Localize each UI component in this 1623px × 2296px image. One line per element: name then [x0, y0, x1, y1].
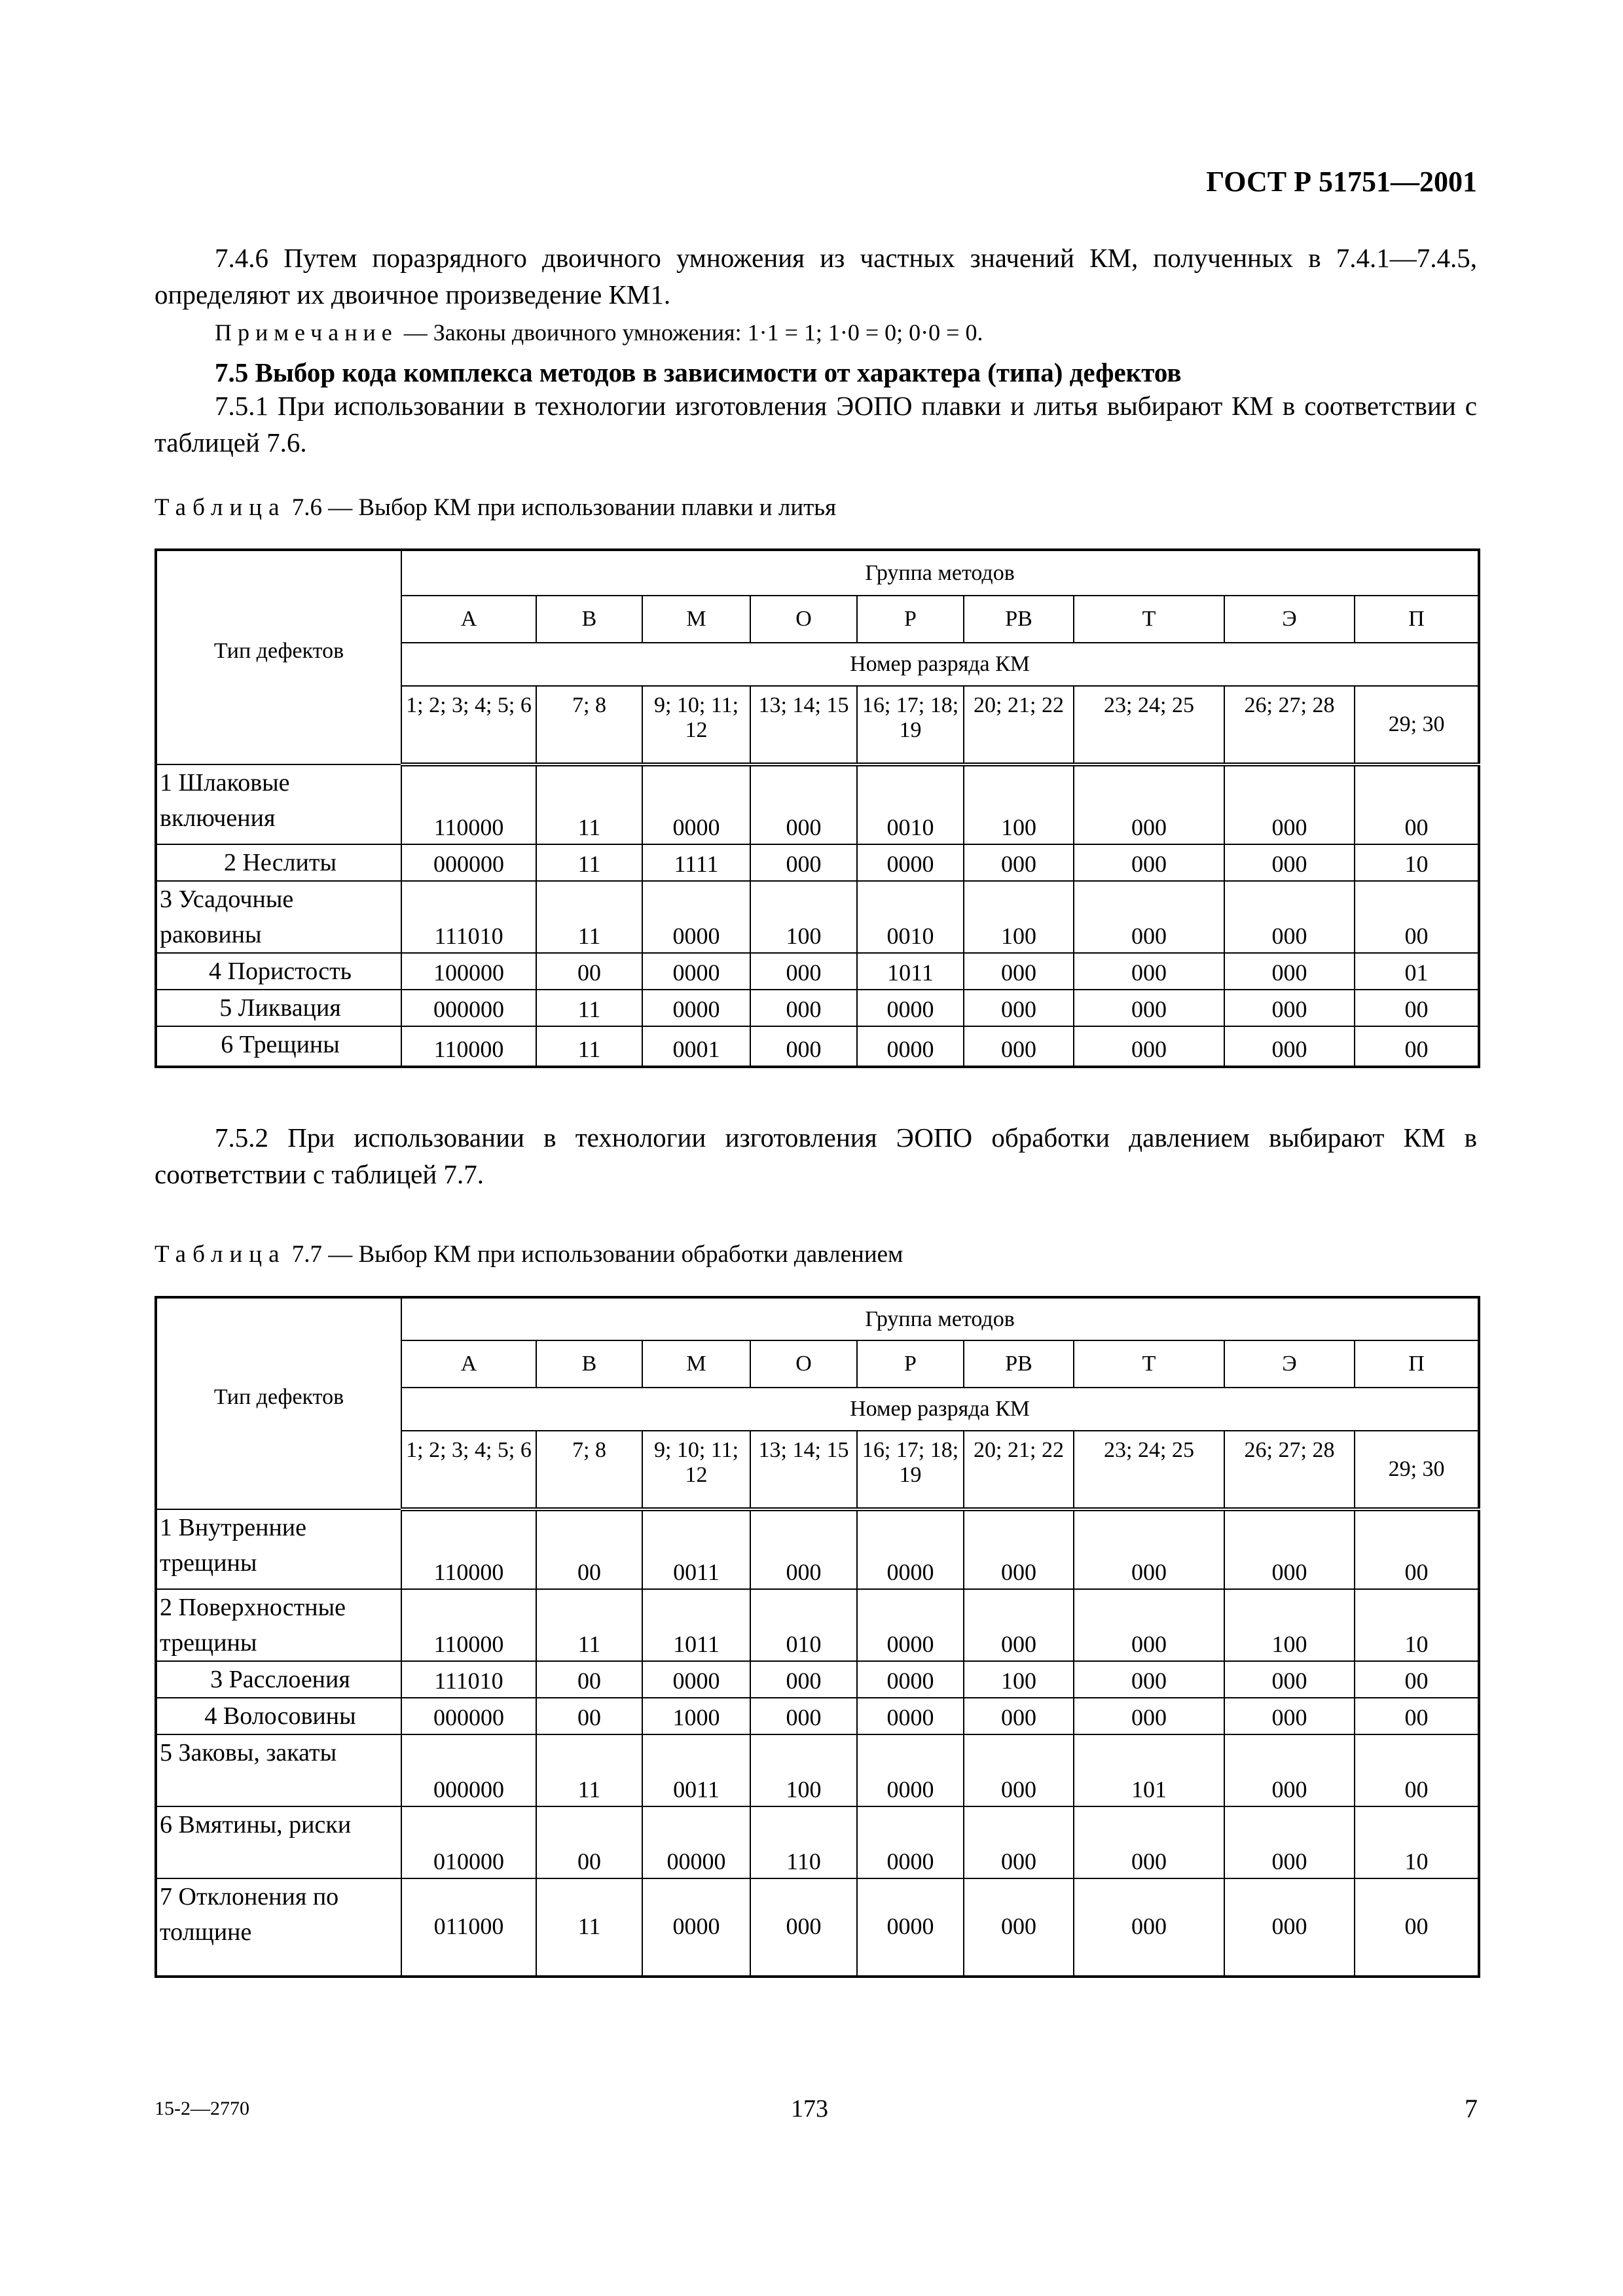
value-cell: 000	[1074, 1509, 1224, 1589]
value-cell: 0000	[642, 990, 750, 1026]
value-cell: 000	[1224, 990, 1355, 1026]
value-cell: 1011	[642, 1589, 750, 1661]
value-cell: 000	[1074, 1698, 1224, 1734]
table-row	[156, 1806, 1479, 1878]
group-cell: В	[536, 596, 642, 643]
table-7-7	[155, 1296, 1480, 1978]
table-row	[156, 881, 1479, 953]
value-cell: 00	[1355, 881, 1479, 953]
value-cell: 11	[536, 1878, 642, 1977]
value-cell: 011000	[401, 1878, 536, 1977]
value-cell: 0000	[642, 1661, 750, 1698]
value-cell: 00	[536, 1509, 642, 1589]
value-cell: 000	[1074, 990, 1224, 1026]
value-cell: 000	[1074, 844, 1224, 881]
group-cell: Р	[857, 1340, 964, 1388]
value-cell: 10	[1355, 1589, 1479, 1661]
value-cell: 01	[1355, 953, 1479, 990]
group-cell: М	[642, 1340, 750, 1388]
group-cell: Э	[1224, 596, 1355, 643]
number-cell: 20; 21; 22	[964, 686, 1074, 764]
value-cell: 000	[964, 1878, 1074, 1977]
value-cell: 000	[964, 1026, 1074, 1067]
group-cell: П	[1355, 1340, 1479, 1388]
value-cell: 00	[1355, 1734, 1479, 1806]
value-cell: 00	[536, 953, 642, 990]
value-cell: 1011	[857, 953, 964, 990]
note	[215, 319, 983, 346]
row-name: 1 Шлаковые включения	[156, 764, 401, 844]
table-row	[156, 764, 1479, 844]
value-cell: 000000	[401, 1734, 536, 1806]
value-cell: 0000	[857, 1589, 964, 1661]
value-cell: 0000	[642, 1878, 750, 1977]
section-title-7-5: 7.5 Выбор кода комплекса методов в зависимости от характера (типа) дефектов	[215, 357, 1182, 387]
value-cell: 00	[1355, 1698, 1479, 1734]
value-cell: 000	[964, 1509, 1074, 1589]
value-cell: 000	[750, 1509, 857, 1589]
value-cell: 000	[964, 1698, 1074, 1734]
group-cell: О	[750, 596, 857, 643]
value-cell: 000000	[401, 1698, 536, 1734]
table-row	[156, 1878, 1479, 1977]
value-cell: 000	[964, 953, 1074, 990]
number-cell: 7; 8	[536, 1431, 642, 1509]
value-cell: 100000	[401, 953, 536, 990]
value-cell: 110000	[401, 1026, 536, 1067]
caption-text: 7.6 — Выбор КМ при использовании плавки и литья	[291, 494, 837, 521]
value-cell: 000	[1074, 1661, 1224, 1698]
value-cell: 0000	[857, 1806, 964, 1878]
value-cell: 000	[750, 953, 857, 990]
group-cell: В	[536, 1340, 642, 1388]
value-cell: 0000	[642, 764, 750, 844]
value-cell: 000	[1224, 953, 1355, 990]
value-cell: 100	[964, 881, 1074, 953]
row-name: 1 Внутренние трещины	[156, 1509, 401, 1589]
value-cell: 000	[750, 764, 857, 844]
value-cell: 0010	[857, 764, 964, 844]
row-name: 5 Заковы, закаты	[156, 1734, 401, 1806]
table-row	[156, 1026, 1479, 1067]
value-cell: 000	[964, 1734, 1074, 1806]
paragraph-7-5-1: 7.5.1 При использовании в технологии изготовления ЭОПО плавки и литья выбирают КМ в соответствии с таблицей 7.6.	[155, 391, 1477, 457]
value-cell: 000	[750, 1698, 857, 1734]
value-cell: 110000	[401, 1509, 536, 1589]
footer-standard-page: 7	[1465, 2094, 1478, 2123]
value-cell: 000	[1224, 881, 1355, 953]
group-header: Группа методов	[401, 550, 1479, 596]
group-cell: Э	[1224, 1340, 1355, 1388]
value-cell: 0000	[857, 990, 964, 1026]
table-row	[156, 953, 1479, 990]
number-cell: 7; 8	[536, 686, 642, 764]
table-row	[156, 1589, 1479, 1661]
value-cell: 000	[750, 1878, 857, 1977]
value-cell: 0000	[857, 1026, 964, 1067]
value-cell: 000000	[401, 844, 536, 881]
table-7-7-caption	[155, 1240, 903, 1268]
type-header: Тип дефектов	[156, 1297, 401, 1509]
value-cell: 00000	[642, 1806, 750, 1878]
value-cell: 000	[750, 1026, 857, 1067]
value-cell: 00	[536, 1661, 642, 1698]
group-cell: А	[401, 596, 536, 643]
value-cell: 000	[1224, 1878, 1355, 1977]
paragraph-7-4-6: 7.4.6 Путем поразрядного двоичного умножения из частных значений КМ, полученных в 7.4.1—7.4.5, определяют их двоичное произведение КМ1.	[155, 243, 1477, 310]
value-cell: 000	[1224, 1734, 1355, 1806]
table-row	[156, 1698, 1479, 1734]
value-cell: 000	[1074, 1806, 1224, 1878]
value-cell: 000	[964, 990, 1074, 1026]
number-cell: 1; 2; 3; 4; 5; 6	[401, 1431, 536, 1509]
value-cell: 000	[1224, 1026, 1355, 1067]
note-text: — Законы двоичного умножения: 1·1 = 1; 1·0 = 0; 0·0 = 0.	[403, 319, 983, 346]
value-cell: 110000	[401, 1589, 536, 1661]
value-cell: 110000	[401, 764, 536, 844]
paragraph-7-5-2: 7.5.2 При использовании в технологии изготовления ЭОПО обработки давлением выбирают КМ в соответствии с таблицей 7.7.	[155, 1122, 1477, 1189]
row-name: 3 Усадочные раковины	[156, 881, 401, 953]
type-header: Тип дефектов	[156, 550, 401, 764]
value-cell: 00	[536, 1698, 642, 1734]
group-cell: РВ	[964, 596, 1074, 643]
value-cell: 000	[964, 1589, 1074, 1661]
group-cell: Т	[1074, 1340, 1224, 1388]
value-cell: 000	[964, 844, 1074, 881]
group-header: Группа методов	[401, 1297, 1479, 1340]
number-cell: 9; 10; 11; 12	[642, 686, 750, 764]
number-cell: 26; 27; 28	[1224, 686, 1355, 764]
value-cell: 11	[536, 844, 642, 881]
caption-label: Таблица	[155, 1241, 286, 1268]
value-cell: 100	[964, 1661, 1074, 1698]
value-cell: 0000	[857, 1734, 964, 1806]
value-cell: 00	[1355, 1661, 1479, 1698]
value-cell: 000	[1074, 881, 1224, 953]
value-cell: 10	[1355, 844, 1479, 881]
footer-page-number: 173	[791, 2095, 828, 2123]
row-name: 6 Вмятины, риски	[156, 1806, 401, 1878]
value-cell: 000	[1074, 1026, 1224, 1067]
row-name: 2 Поверхностные трещины	[156, 1589, 401, 1661]
table-row	[156, 1661, 1479, 1698]
value-cell: 00	[1355, 1026, 1479, 1067]
value-cell: 0000	[642, 953, 750, 990]
row-name: 5 Ликвация	[156, 990, 401, 1026]
number-cell: 1; 2; 3; 4; 5; 6	[401, 686, 536, 764]
value-cell: 11	[536, 1026, 642, 1067]
value-cell: 11	[536, 881, 642, 953]
value-cell: 11	[536, 990, 642, 1026]
value-cell: 010	[750, 1589, 857, 1661]
value-cell: 111010	[401, 1661, 536, 1698]
number-cell: 20; 21; 22	[964, 1431, 1074, 1509]
number-cell: 29; 30	[1355, 686, 1479, 764]
value-cell: 00	[1355, 764, 1479, 844]
table-row	[156, 1509, 1479, 1589]
group-cell: М	[642, 596, 750, 643]
number-cell: 29; 30	[1355, 1431, 1479, 1509]
value-cell: 0001	[642, 1026, 750, 1067]
value-cell: 000	[1074, 764, 1224, 844]
note-label: Примечание	[215, 319, 398, 346]
caption-text: 7.7 — Выбор КМ при использовании обработки давлением	[291, 1241, 903, 1268]
value-cell: 100	[1224, 1589, 1355, 1661]
value-cell: 0000	[642, 881, 750, 953]
row-name: 4 Волосовины	[156, 1698, 401, 1734]
value-cell: 000	[964, 1806, 1074, 1878]
value-cell: 000	[750, 1661, 857, 1698]
group-cell: РВ	[964, 1340, 1074, 1388]
value-cell: 000	[1224, 844, 1355, 881]
value-cell: 110	[750, 1806, 857, 1878]
value-cell: 0000	[857, 844, 964, 881]
number-cell: 26; 27; 28	[1224, 1431, 1355, 1509]
group-cell: А	[401, 1340, 536, 1388]
value-cell: 00	[1355, 1509, 1479, 1589]
value-cell: 100	[750, 881, 857, 953]
value-cell: 0011	[642, 1509, 750, 1589]
table-7-6	[155, 548, 1480, 1068]
number-cell: 16; 17; 18; 19	[857, 686, 964, 764]
table-7-6-caption	[155, 493, 836, 522]
number-cell: 23; 24; 25	[1074, 1431, 1224, 1509]
value-cell: 10	[1355, 1806, 1479, 1878]
table-row	[156, 844, 1479, 881]
value-cell: 0010	[857, 881, 964, 953]
value-cell: 000000	[401, 990, 536, 1026]
group-cell: П	[1355, 596, 1479, 643]
value-cell: 0011	[642, 1734, 750, 1806]
value-cell: 00	[1355, 1878, 1479, 1977]
value-cell: 0000	[857, 1661, 964, 1698]
value-cell: 000	[1224, 1698, 1355, 1734]
value-cell: 000	[750, 844, 857, 881]
number-cell: 16; 17; 18; 19	[857, 1431, 964, 1509]
row-name: 4 Пористость	[156, 953, 401, 990]
standard-code-header: ГОСТ Р 51751—2001	[1206, 166, 1477, 198]
value-cell: 111010	[401, 881, 536, 953]
number-cell: 13; 14; 15	[750, 1431, 857, 1509]
value-cell: 000	[1074, 1878, 1224, 1977]
value-cell: 000	[1074, 1589, 1224, 1661]
value-cell: 100	[964, 764, 1074, 844]
value-cell: 000	[1074, 953, 1224, 990]
value-cell: 100	[750, 1734, 857, 1806]
group-cell: Т	[1074, 596, 1224, 643]
value-cell: 1111	[642, 844, 750, 881]
group-cell: О	[750, 1340, 857, 1388]
number-cell: 9; 10; 11; 12	[642, 1431, 750, 1509]
value-cell: 000	[1224, 1509, 1355, 1589]
value-cell: 000	[1224, 1806, 1355, 1878]
number-cell: 23; 24; 25	[1074, 686, 1224, 764]
table-row	[156, 1734, 1479, 1806]
value-cell: 0000	[857, 1698, 964, 1734]
value-cell: 11	[536, 1589, 642, 1661]
value-cell: 00	[1355, 990, 1479, 1026]
caption-label: Таблица	[155, 494, 286, 521]
value-cell: 010000	[401, 1806, 536, 1878]
value-cell: 000	[1224, 1661, 1355, 1698]
number-header: Номер разряда КМ	[401, 1388, 1479, 1431]
value-cell: 000	[750, 990, 857, 1026]
value-cell: 1000	[642, 1698, 750, 1734]
value-cell: 11	[536, 764, 642, 844]
footer-print-code: 15-2—2770	[155, 2098, 249, 2119]
row-name: 6 Трещины	[156, 1026, 401, 1067]
table-row	[156, 990, 1479, 1026]
value-cell: 101	[1074, 1734, 1224, 1806]
row-name: 3 Расслоения	[156, 1661, 401, 1698]
value-cell: 11	[536, 1734, 642, 1806]
row-name: 7 Отклонения по толщине	[156, 1878, 401, 1977]
group-cell: Р	[857, 596, 964, 643]
value-cell: 00	[536, 1806, 642, 1878]
row-name: 2 Неслиты	[156, 844, 401, 881]
number-header: Номер разряда КМ	[401, 643, 1479, 686]
number-cell: 13; 14; 15	[750, 686, 857, 764]
value-cell: 0000	[857, 1509, 964, 1589]
value-cell: 000	[1224, 764, 1355, 844]
value-cell: 0000	[857, 1878, 964, 1977]
